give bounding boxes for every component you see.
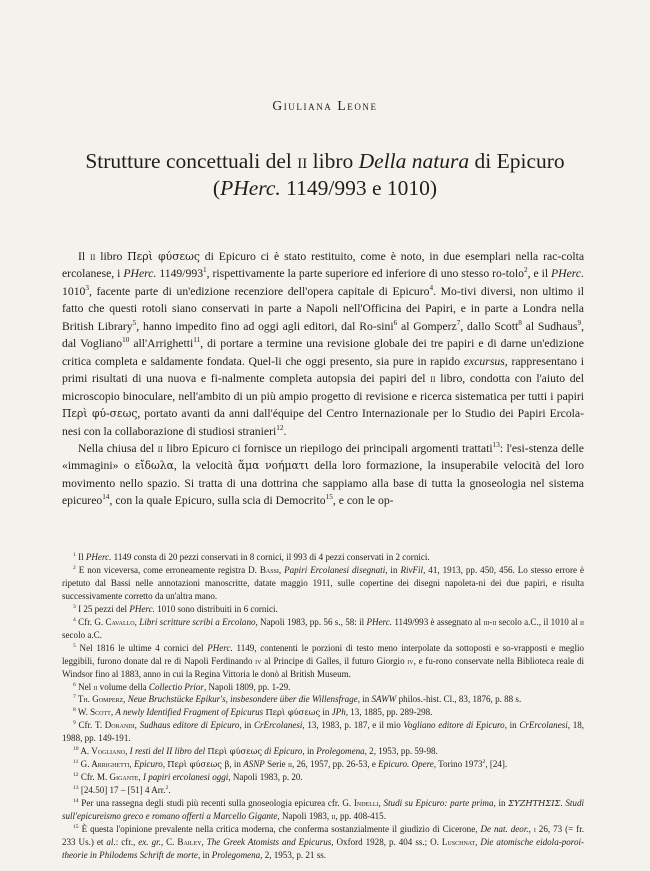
footnote-ref: 10 bbox=[122, 336, 130, 345]
author-name: Giuliana Leone bbox=[272, 98, 378, 113]
title-line-1: Strutture concettuali del ii libro Della natura di Epicuro bbox=[85, 149, 565, 173]
footnote-ref: 13 bbox=[492, 441, 500, 450]
footnote-8: $^8$ W. Scott, A newly Identified Fragment of Epicurus Περὶ φύσεως in JPh, 13, 1885, pp. 289-298. bbox=[73, 707, 433, 718]
footnote-ref: 14 bbox=[102, 493, 110, 502]
footnote-6: $^6$ Nel ii volume della Collectio Prior, Napoli 1809, pp. 1-29. bbox=[73, 681, 291, 692]
paragraph-1: Il ii libro Περὶ φύσεως di Epicuro ci è stato restituito, come è noto, in due esemplari nella rac-colta ercolanese, i PHerc. $1149/993^1$, rispettivamente la parte superiore ed inferiore di uno stesso ro-tolo$^2$, e il PHerc. 1010$^3$, facente parte di un'edizione recenziore dell'opera capitale di Epicuro$^4$. Mo-tivi diversi, non ultimo il fatto che questi rotoli siano conservati in parte a Napoli nell'Officina dei Papiri, e in parte a Londra nella British Library$^5$, hanno impedito fino ad oggi agli editori, dal Ro-sini$^6$ al Gomperz$^7$, dallo Scott$^8$ al Sudhaus$^9$, dal Vogliano$^{10}$ all'Arrighetti$^{11}$, di portare a termine una revisione globale dei tre papiri e di darne un'edizione critica completa e saldamente fondata. Quel-li che oggi presento, sia pure in rapido excursus, rappresentano i primi risultati di una nuova e fi-nalmente completa autopsia dei papiri del ii libro, condotta con l'aiuto del microscopio binoculare, nell'ambito di un più ampio progetto di revisione e ricerca sistematica per tutti i papiri Περὶ φύ-σεως, portato avanti da anni dall'équipe del Centro Internazionale per lo Studio dei Papiri Ercola-nesi con la collaborazione di studiosi stranieri$^{12}$. bbox=[62, 250, 585, 438]
footnote-ref: 1 bbox=[203, 266, 207, 275]
body-text bbox=[62, 248, 584, 510]
title-line-2: (PHerc. 1149/993 e 1010) bbox=[212, 176, 438, 200]
footnote-ref: 15 bbox=[325, 493, 333, 502]
footnote-9: $^9$ Cfr. T. Dorandi, Sudhaus editore di Epicuro, in CrErcolanesi, 13, 1983, p. 187, e il mio Vogliano editore di Epicuro, in CrErcolanesi, 18, 1988, pp. 149-191. bbox=[62, 720, 585, 744]
footnote-ref: 11 bbox=[193, 336, 201, 345]
article-title bbox=[0, 148, 650, 202]
footnote-4: $^4$ Cfr. G. Cavallo, Libri scritture scribi a Ercolano, Napoli 1983, pp. 56 s., 58: il PHerc. 1149/993 è assegnato al iii-ii secolo a.C., il 1010 al ii secolo a.C. bbox=[62, 616, 584, 640]
footnote-5: $^5$ Nel 1816 le ultime 4 cornici del PHerc. 1149, contenenti le porzioni di testo meno interpolate da sottoposti e so-vrapposti e meglio leggibili, furono donate dal re di Napoli Ferdinando iv al Principe di Galles, il futuro Giorgio iv, e fu-rono conservate nella Biblioteca reale di Windsor fino al 1883, anno in cui la Regina Vittoria le donò al British Museum. bbox=[62, 642, 584, 679]
paragraph-2: Nella chiusa del ii libro Epicuro ci fornisce un riepilogo dei principali argomenti trattati$^{13}$: l'esi-stenza delle «immagini» o εἴδωλα, la velocità ἅμα νοήματι della loro formazione, la insuperabile velocità del loro movimento nello spazio. Si tratta di una dottrina che sappiamo alla base di tutta la gnoseologia nel sistema epicureo$^{14}$, con la quale Epicuro, sulla scia di Democrito$^{15}$, e con le op- bbox=[62, 441, 584, 508]
footnote-ref: 9 bbox=[577, 318, 582, 327]
footnote-15: $^{15}$ È questa l'opinione prevalente nella critica moderna, che conferma sostanzialmente il giudizio di Cicerone, De nat. deor., i 26, 73 (= fr. 233 Us.) et al.: cfr., ex. gr., C. Bailey, The Greek Atomists and Epicurus, Oxford 1928, p. 404 ss.; O. Luschnat, Die atomische eidola-poroi-theorie in Philodems Schrift de morte, in Prolegomena, 2, 1953, p. 21 ss. bbox=[62, 824, 585, 860]
footnote-ref: 3 bbox=[85, 284, 89, 293]
footnote-ref: 5 bbox=[132, 318, 137, 327]
footnote-ref: 8 bbox=[518, 318, 522, 327]
footnote-10: $^{10}$ A. Vogliano, I resti del II libro del Περὶ φύσεως di Epicuro, in Prolegomena, 2, 1953, pp. 59-98. bbox=[73, 746, 438, 757]
footnote-11: $^{11}$ G. Arrighetti, Epicuro, Περὶ φύσεως β, in ASNP Serie ii, 26, 1957, pp. 26-53, e Epicuro. Opere, Torino 1973$^2$, [24]. bbox=[73, 759, 508, 770]
footnote-2: $^2$ E non viceversa, come erroneamente registra D. Bassi, Papiri Ercolanesi disegnati, in RivFil, 41, 1913, pp. 450, 456. Lo stesso errore è ripetuto dal Bassi nelle annotazioni manoscritte, datate maggio 1911, sulle copertine dei disegni napoleta-ni dei due papiri, e risulta successivamente corretto da un'altra mano. bbox=[62, 564, 584, 601]
footnote-13: $^{13}$ [24.50] 17 – [51] 4 Arr.$^2$. bbox=[73, 785, 171, 796]
footnote-1: $^1$ Il PHerc. 1149 consta di 20 pezzi conservati in 8 cornici, il 993 di 4 pezzi conservati in 2 cornici. bbox=[73, 551, 430, 562]
footnote-ref: 12 bbox=[276, 423, 284, 432]
footnote-7: $^7$ Th. Gomperz, Neue Bruchstücke Epikur's, insbesondere über die Willensfrage, in SAWW philos.-hist. Cl., 83, 1876, p. 88 s. bbox=[73, 694, 522, 705]
footnote-12: $^{12}$ Cfr. M. Gigante, I papiri ercolanesi oggi, Napoli 1983, p. 20. bbox=[73, 772, 303, 783]
footnote-14: $^{14}$ Per una rassegna degli studi più recenti sulla gnoseologia epicurea cfr. G. Indelli, Studi su Epicuro: parte prima, in ΣΥΖΗΤΗΣΙΣ. Studi sull'epicureismo greco e romano offerti a Marcello Gigante, Napoli 1983, ii, pp. 408-415. bbox=[62, 798, 584, 822]
footnote-ref: 6 bbox=[393, 318, 398, 327]
footnote-ref: 4 bbox=[429, 284, 434, 293]
footnotes bbox=[62, 551, 584, 862]
footnote-3: $^3$ I 25 pezzi del PHerc. 1010 sono distribuiti in 6 cornici. bbox=[73, 603, 278, 614]
footnote-ref: 7 bbox=[456, 318, 461, 327]
footnote-ref: 2 bbox=[523, 266, 528, 275]
